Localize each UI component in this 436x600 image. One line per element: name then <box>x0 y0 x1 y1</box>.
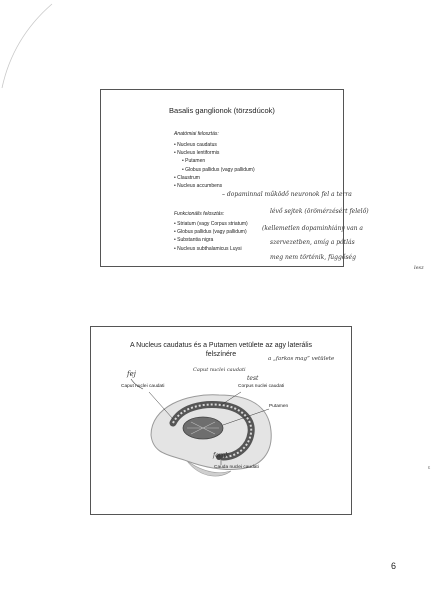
handwritten-note: lesz <box>414 265 424 271</box>
list-item: • Globus pallidus (vagy pallidum) <box>174 229 247 236</box>
anatomical-list <box>174 141 255 190</box>
label-putamen: Putamen <box>269 404 289 409</box>
scan-edge-line <box>0 0 60 90</box>
handwritten-farok: farok <box>213 452 229 459</box>
list-item: • Claustrum <box>174 174 200 181</box>
functional-label: Funkcionális felosztás: <box>174 211 225 217</box>
handwritten-caput: Caput nuclei caudati <box>193 367 246 373</box>
label-corpus: Corpus nuclei caudati <box>238 384 285 389</box>
list-item: • Globus pallidus (vagy pallidum) <box>182 166 255 173</box>
list-item: • Putamen <box>182 158 206 165</box>
list-item: • Nucleus accumbens <box>174 183 223 190</box>
functional-list <box>174 220 248 253</box>
slide2-title-line1: A Nucleus caudatus és a Putamen vetülete az agy laterális <box>129 342 313 349</box>
list-item: • Nucleus caudatus <box>174 142 217 148</box>
handwritten-test: test <box>247 375 259 382</box>
handwritten-fej: fej <box>127 370 136 378</box>
handwritten-note: – dopaminnal működő neuronok fel a terra <box>222 191 352 198</box>
handwritten-note: lévő sejtek (örömérzésért felelő) <box>270 208 369 215</box>
anatomical-label: Anatómiai felosztás: <box>174 131 219 137</box>
list-item: • Nucleus lentiformis <box>174 150 220 157</box>
slide-caudate-putamen <box>90 326 352 515</box>
handwritten-note: meg nem történik, függőség <box>270 254 356 261</box>
label-caput: Caput nuclei caudati <box>121 384 165 389</box>
list-item: • Striatum (vagy Corpus striatum) <box>174 221 248 227</box>
handwritten-note: szervezetben, amíg a pótlás <box>270 239 355 246</box>
list-item: • Substantia nigra <box>174 237 214 244</box>
handwritten-note: (kellemetlen dopaminhiány van a <box>262 225 363 232</box>
list-item: • Nucleus subthalamicus Luysi <box>174 245 242 252</box>
slide1-title: Basalis ganglionok (törzsdúcok) <box>169 106 275 115</box>
page-number: 6 <box>391 561 397 571</box>
handwritten-note: a „farkos mag” vetülete <box>268 356 335 362</box>
edge-mark: ε <box>428 465 431 471</box>
label-cauda: Cauda nuclei caudati <box>214 465 259 470</box>
slide2-title-line2: felszínére <box>205 351 237 358</box>
